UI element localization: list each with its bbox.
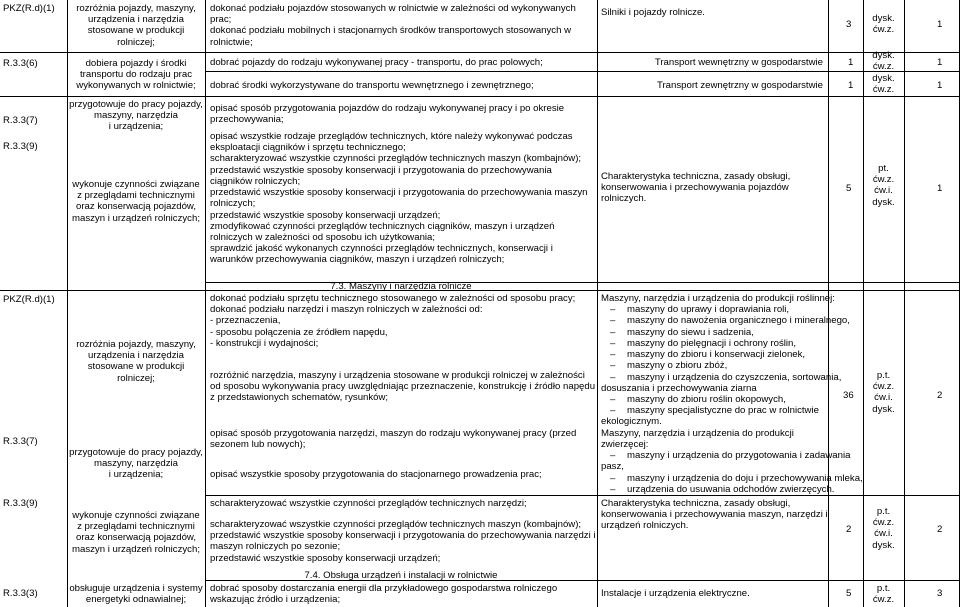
count-value: 2 <box>937 390 943 401</box>
section-heading: 7.4. Obsługa urządzeń i instalacji w rolnictwie <box>304 570 498 581</box>
section-heading: 7.3. Maszyny i narzędzia rolnicze <box>330 281 472 292</box>
hours-value: 1 <box>848 80 854 91</box>
requirement-text: dokonać podziału pojazdów stosowanych w rolnictwie w zależności od wykonywanych prac; dokonać podziału mobilnych i stacjonarnych środków transportowych stosowanych w rolnictwie; <box>210 3 576 48</box>
row-divider <box>205 495 960 496</box>
hours-value: 36 <box>843 390 854 401</box>
count-value: 1 <box>937 80 943 91</box>
effect-code: R.3.3(9) <box>3 141 38 152</box>
forms-list: pt. ćw.z. ćw.i. dysk. <box>872 163 895 208</box>
forms-list: p.t. ćw.z. ćw.i. dysk. <box>872 506 895 551</box>
outcome-text: dobiera pojazdy i środki transportu do rodzaju prac wykonywanych w rolnictwie; <box>76 58 196 92</box>
outcome-text: obsługuje urządzenia i systemy energetyki odnawialnej; <box>69 583 203 606</box>
pkz-code: PKZ(R.d)(1) <box>3 294 55 305</box>
forms-list: dysk. ćw.z. <box>872 73 895 96</box>
grid-line <box>205 0 206 607</box>
forms-list: dysk. ćw.z. <box>872 50 895 73</box>
outcome-text: rozróżnia pojazdy, maszyny, urządzenia i narzędzia stosowane w produkcji rolniczej; <box>76 3 196 48</box>
count-value: 2 <box>937 524 943 535</box>
content-text: Transport zewnętrzny w gospodarstwie <box>656 80 823 91</box>
effect-code: R.3.3(6) <box>3 58 38 69</box>
hours-value: 2 <box>846 524 852 535</box>
requirement-text: scharakteryzować wszystkie czynności przeglądów technicznych narzędzi; <box>210 498 527 509</box>
content-text: Transport wewnętrzny w gospodarstwie <box>654 57 823 68</box>
count-value: 1 <box>937 57 943 68</box>
requirement-text: opisać sposób przygotowania narzędzi, maszyn do rodzaju wykonywanej pracy (przed sezonem lub nowych); <box>210 428 577 451</box>
content-text: Charakterystyka techniczna, zasady obsługi, konserwowania i przechowywania pojazdów rolniczych. <box>601 171 791 205</box>
requirement-text: opisać sposób przygotowania pojazdów do rodzaju wykonywanej pracy i po okresie przechowywania; <box>210 103 565 126</box>
content-text: Instalacje i urządzenia elektryczne. <box>601 588 750 599</box>
count-value: 1 <box>937 183 943 194</box>
requirement-text: dobrać sposoby dostarczania energii dla przykładowego gospodarstwa rolniczego wskazując źródło i urządzenia; <box>210 583 558 606</box>
count-value: 1 <box>937 19 943 30</box>
outcome-text: wykonuje czynności związane z przeglądami technicznymi oraz konserwacją pojazdów, maszyn i urządzeń rolniczych; <box>72 179 200 224</box>
content-text: Silniki i pojazdy rolnicze. <box>601 7 705 18</box>
pkz-code: PKZ(R.d)(1) <box>3 3 55 14</box>
requirement-text: dobrać pojazdy do rodzaju wykonywanej pracy - transportu, do prac polowych; <box>210 57 543 68</box>
requirement-text: dobrać środki wykorzystywane do transportu wewnętrznego i zewnętrznego; <box>210 80 534 91</box>
forms-list: p.t. ćw.z. <box>872 583 895 606</box>
forms-list: dysk. ćw.z. <box>872 13 895 36</box>
requirement-text: scharakteryzować wszystkie czynności przeglądów technicznych maszyn (kombajnów); przedstawić wszystkie sposoby konserwacji i przygotowania do przechowywania narzędzi i maszyn rolniczych po sezonie; przedstawić wszystkie sposoby konserwacji urządzeń; <box>210 519 596 564</box>
outcome-text: rozróżnia pojazdy, maszyny, urządzenia i narzędzia stosowane w produkcji rolniczej; <box>76 339 196 384</box>
content-list: Maszyny, narzędzia i urządzenia do produkcji roślinnej: – maszyny do uprawy i doprawiania roli, – maszyny do nawożenia organicznego i mineralnego, – maszyny do siewu i sadzenia, – maszyny do pielęgnacji i ochrony roślin, – maszyny do zbioru i konserwacji zielonek, – maszyny o zbioru zbóż, – maszyny i urządzenia do czyszczenia, sortowania, dosuszania i przechowywania ziarna – maszyny do zbioru roślin okopowych, – maszyny specjalistyczne do prac w rolnictwie ekologicznym. Maszyny, narzędzia i urządzenia do produkcji zwierzęcej: – maszyny i urządzenia do przygotowania i zadawania pasz, – maszyny i urządzenia do doju i przechowywania mleka, – urządzenia do usuwania odchodów zwierzęcych. <box>601 293 827 495</box>
outcome-text: przygotowuje do pracy pojazdy, maszyny, narzędzia i urządzenia; <box>69 99 203 133</box>
requirement-text: rozróżnić narzędzia, maszyny i urządzenia stosowane w produkcji rolniczej w zależności od sposobu wykonywania pracy uwzględniając przeznaczenie, konstrukcję i źródło napędu z przedstawionych schematów, rysunków; <box>210 370 596 404</box>
effect-code: R.3.3(7) <box>3 436 38 447</box>
outcome-text: przygotowuje do pracy pojazdy, maszyny, narzędzia i urządzenia; <box>69 447 203 481</box>
count-value: 3 <box>937 588 943 599</box>
effect-code: R.3.3(7) <box>3 115 38 126</box>
hours-value: 5 <box>846 588 852 599</box>
content-text: Charakterystyka techniczna, zasady obsługi, konserwowania i przechowywania maszyn, narzędzi i urządzeń rolniczych. <box>601 498 828 532</box>
requirement-text: opisać wszystkie sposoby przygotowania do stacjonarnego prowadzenia prac; <box>210 469 542 480</box>
hours-value: 1 <box>848 57 854 68</box>
requirement-text: dokonać podziału sprzętu technicznego stosowanego w zależności od sposobu pracy; dokonać podziału narzędzi i maszyn rolniczych w zależności od: - przeznaczenia, - sposobu połączenia ze źródłem napędu, - konstrukcji i wydajności; <box>210 293 576 349</box>
row-divider <box>205 71 960 72</box>
row-divider <box>0 52 960 53</box>
hours-value: 5 <box>846 183 852 194</box>
effect-code: R.3.3(3) <box>3 588 38 599</box>
effect-code: R.3.3(9) <box>3 498 38 509</box>
hours-value: 3 <box>846 19 852 30</box>
row-divider <box>0 96 960 97</box>
grid-line <box>904 0 905 607</box>
outcome-text: wykonuje czynności związane z przeglądami technicznymi oraz konserwacją pojazdów, maszyn i urządzeń rolniczych; <box>72 510 200 555</box>
forms-list: p.t. ćw.z. ćw.i. dysk. <box>872 370 895 415</box>
requirement-text: opisać wszystkie rodzaje przeglądów technicznych, które należy wykonywać podczas eksploatacji ciągników i sprzętu technicznego; scharakteryzować wszystkie czynności przeglądów technicznych maszyn (kombajnów); przedstawić wszystkie sposoby konserwacji i przygotowania do przechowywania ciągników rolniczych; przedstawić wszystkie sposoby konserwacji i przygotowania do przechowywania maszyn rolniczych; przedstawić wszystkie sposoby konserwacji urządzeń; zmodyfikować czynności przeglądów technicznych ciągników, maszyn i urządzeń rolniczych w zależności od sposobu ich użytkowania; sprawdzić jakość wykonanych czynności przeglądów technicznych, konserwacji i warunków przechowywania ciągników, maszyn i urządzeń rolniczych; <box>210 131 588 266</box>
